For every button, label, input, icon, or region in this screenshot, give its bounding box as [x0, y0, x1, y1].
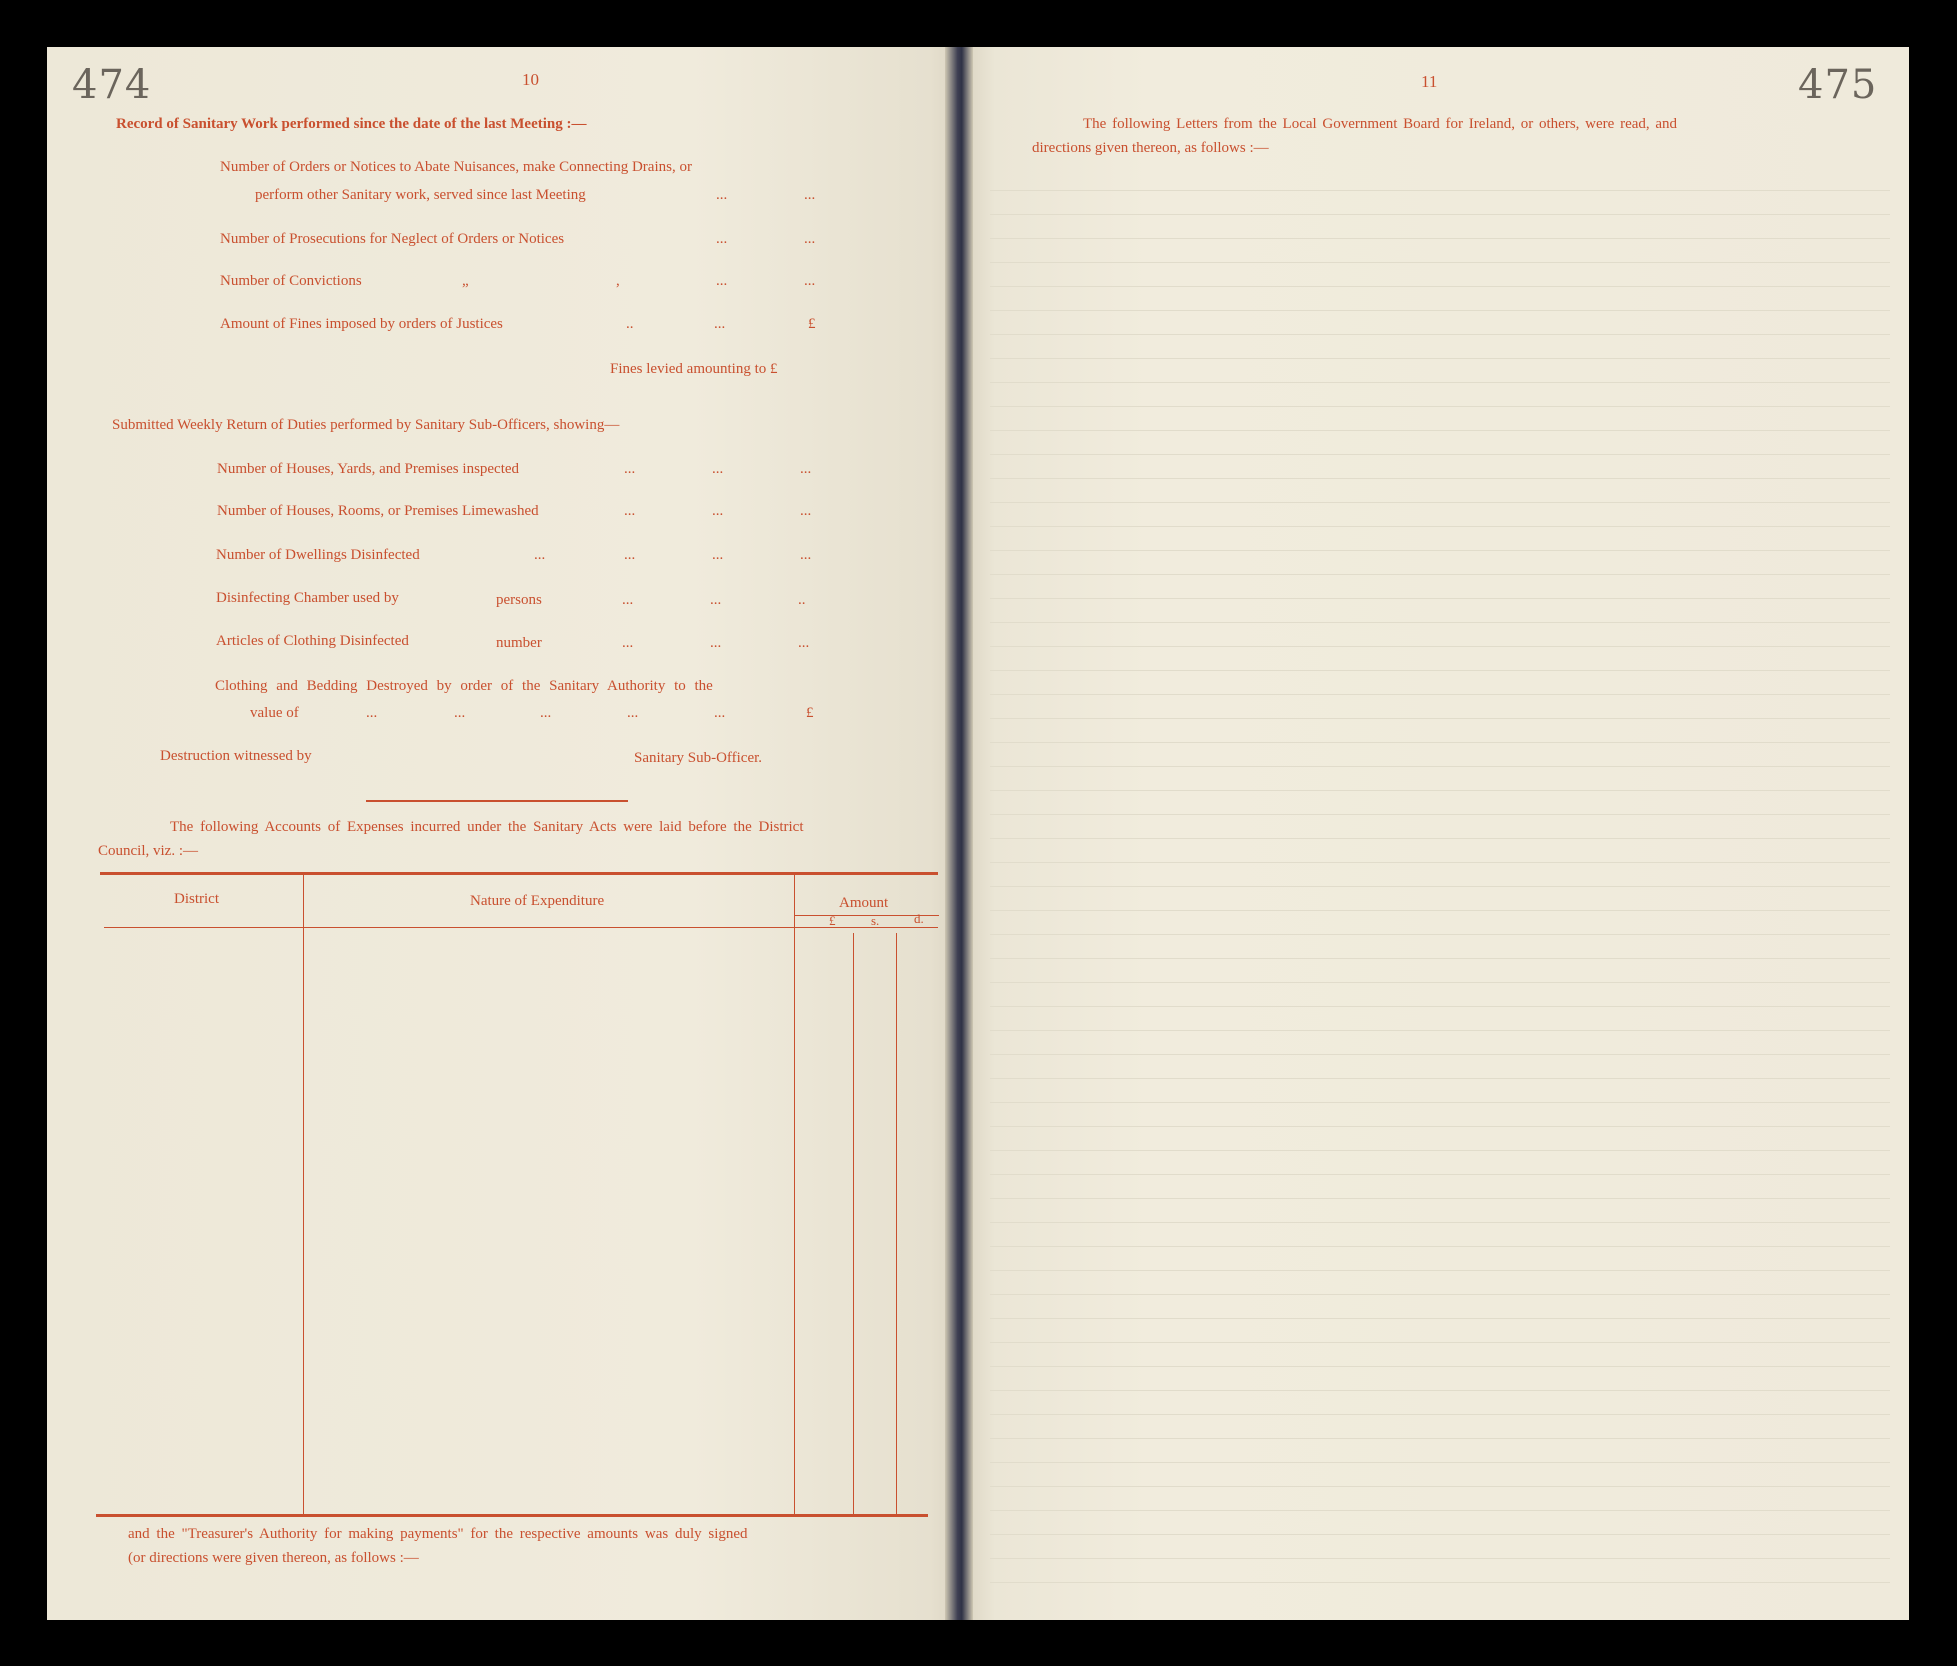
destruction-witnessed: Destruction witnessed by: [160, 748, 312, 764]
ruled-line: [990, 1366, 1890, 1367]
weekly-item-persons: persons: [496, 592, 542, 608]
ruled-line: [990, 190, 1890, 191]
record-item-orders-dots: ...: [716, 187, 728, 203]
weekly-item-limewashed-dots2: ...: [712, 503, 724, 519]
table-divider-nature: [794, 875, 795, 1515]
ruled-line: [990, 310, 1890, 311]
ruled-line: [990, 886, 1890, 887]
ruled-line: [990, 478, 1890, 479]
ruled-line: [990, 1054, 1890, 1055]
record-item-fines-dots: ...: [714, 316, 726, 332]
weekly-item-limewashed-dots3: ...: [800, 503, 812, 519]
table-header-pence: d.: [914, 911, 924, 926]
ruled-line: [990, 382, 1890, 383]
ruled-line: [990, 1174, 1890, 1175]
weekly-item-dwellings-dots2: ...: [712, 547, 724, 563]
ditto-mark-1: „: [462, 273, 469, 289]
table-divider-shillings: [896, 933, 897, 1515]
ruled-line: [990, 214, 1890, 215]
ruled-line: [990, 910, 1890, 911]
ruled-line: [990, 622, 1890, 623]
weekly-item-limewashed-dots1: ...: [624, 503, 636, 519]
weekly-item-houses-inspected-dots2: ...: [712, 461, 724, 477]
clothing-pound: £: [806, 705, 814, 721]
record-item-orders-dots-end: ...: [804, 187, 816, 203]
ruled-line: [990, 406, 1890, 407]
record-item-orders-line2: perform other Sanitary work, served since last Meeting: [255, 187, 586, 203]
table-header-pounds: £: [829, 913, 836, 928]
ruled-line: [990, 286, 1890, 287]
ruled-line: [990, 454, 1890, 455]
weekly-item-dwellings-dots1: ...: [624, 547, 636, 563]
ruled-line: [990, 766, 1890, 767]
ruled-line: [990, 1270, 1890, 1271]
letters-line2: directions given thereon, as follows :—: [1032, 140, 1269, 156]
right-folio-number: 475: [1798, 62, 1878, 108]
table-header-shillings: s.: [871, 913, 880, 928]
ruled-line: [990, 334, 1890, 335]
ruled-line: [990, 238, 1890, 239]
ruled-line: [990, 1462, 1890, 1463]
ruled-line: [990, 1438, 1890, 1439]
clothing-dots-2: ...: [454, 705, 466, 721]
treasurer-authority-line2: (or directions were given thereon, as follows :—: [128, 1550, 419, 1566]
ruled-line: [990, 358, 1890, 359]
weekly-item-clothing-dots3: ...: [798, 635, 810, 651]
table-header-nature: Nature of Expenditure: [470, 893, 605, 909]
table-divider-district: [303, 875, 304, 1515]
record-item-fines-dots1: ..: [626, 316, 634, 332]
ruled-line: [990, 814, 1890, 815]
right-page: [957, 47, 1909, 1620]
ruled-line: [990, 1342, 1890, 1343]
weekly-item-chamber-dots3: ..: [798, 592, 806, 608]
ruled-line: [990, 1198, 1890, 1199]
letters-line1: The following Letters from the Local Government Board for Ireland, or others, were read, and: [1083, 116, 1678, 132]
ruled-line: [990, 1510, 1890, 1511]
ruled-line: [990, 790, 1890, 791]
weekly-item-clothing-dots1: ...: [622, 635, 634, 651]
weekly-item-houses-inspected: Number of Houses, Yards, and Premises inspected: [217, 461, 520, 477]
weekly-return-heading: Submitted Weekly Return of Duties performed by Sanitary Sub-Officers, showing—: [112, 417, 620, 433]
clothing-bedding-line1: Clothing and Bedding Destroyed by order of the Sanitary Authority to the: [215, 678, 713, 694]
ditto-mark-2: ,: [616, 273, 620, 289]
ruled-line: [990, 742, 1890, 743]
table-top-rule: [100, 872, 938, 875]
ruled-line: [990, 1030, 1890, 1031]
ruled-line: [990, 1318, 1890, 1319]
record-item-convictions-dots: ...: [716, 273, 728, 289]
ruled-line: [990, 1150, 1890, 1151]
table-divider-pounds: [853, 933, 854, 1515]
ruled-line: [990, 1582, 1890, 1583]
record-item-fines-pound: £: [808, 316, 816, 332]
ruled-line: [990, 934, 1890, 935]
right-page-number: 11: [1421, 72, 1438, 91]
weekly-item-chamber-dots2: ...: [710, 592, 722, 608]
section-divider: [366, 800, 628, 802]
table-header-rule: [104, 927, 938, 928]
weekly-item-dwellings-disinfected: Number of Dwellings Disinfected: [216, 547, 420, 563]
clothing-dots-5: ...: [714, 705, 726, 721]
clothing-dots-4: ...: [627, 705, 639, 721]
clothing-dots-3: ...: [540, 705, 552, 721]
table-header-amount: Amount: [839, 895, 889, 911]
table-header-district: District: [174, 891, 219, 907]
ruled-line: [990, 982, 1890, 983]
weekly-item-number: number: [496, 635, 542, 651]
ruled-line: [990, 262, 1890, 263]
ruled-line: [990, 694, 1890, 695]
ruled-line: [990, 1486, 1890, 1487]
ruled-line: [990, 574, 1890, 575]
weekly-item-houses-inspected-dots1: ...: [624, 461, 636, 477]
table-bottom-rule: [96, 1514, 928, 1517]
ruled-line: [990, 1222, 1890, 1223]
accounts-line1: The following Accounts of Expenses incurred under the Sanitary Acts were laid before the District: [170, 819, 804, 835]
weekly-item-chamber-dots1: ...: [622, 592, 634, 608]
ruled-line: [990, 1102, 1890, 1103]
clothing-dots-1: ...: [366, 705, 378, 721]
ruled-line: [990, 862, 1890, 863]
record-heading: Record of Sanitary Work performed since the date of the last Meeting :—: [116, 116, 587, 132]
weekly-item-limewashed: Number of Houses, Rooms, or Premises Limewashed: [217, 503, 539, 519]
weekly-item-clothing-disinfected: Articles of Clothing Disinfected: [216, 633, 409, 649]
clothing-bedding-line2: value of: [250, 705, 299, 721]
ruled-line: [990, 1294, 1890, 1295]
record-item-prosecutions: Number of Prosecutions for Neglect of Orders or Notices: [220, 231, 565, 247]
weekly-item-clothing-dots2: ...: [710, 635, 722, 651]
ruled-line: [990, 670, 1890, 671]
ruled-line: [990, 550, 1890, 551]
ruled-line: [990, 958, 1890, 959]
fines-levied: Fines levied amounting to £: [610, 361, 778, 377]
record-item-fines: Amount of Fines imposed by orders of Justices: [220, 316, 503, 332]
ruled-line: [990, 1534, 1890, 1535]
accounts-line2: Council, viz. :—: [98, 843, 198, 859]
weekly-item-houses-inspected-dots3: ...: [800, 461, 812, 477]
record-item-prosecutions-dots-end: ...: [804, 231, 816, 247]
ruled-line: [990, 1246, 1890, 1247]
record-item-orders-line1: Number of Orders or Notices to Abate Nuisances, make Connecting Drains, or: [220, 159, 692, 175]
ruled-line: [990, 1390, 1890, 1391]
ruled-line: [990, 430, 1890, 431]
ruled-line: [990, 646, 1890, 647]
left-page-number: 10: [522, 70, 539, 89]
ruled-line: [990, 1078, 1890, 1079]
ruled-line: [990, 718, 1890, 719]
left-folio-number: 474: [72, 62, 152, 108]
ruled-line: [990, 598, 1890, 599]
sanitary-sub-officer: Sanitary Sub-Officer.: [634, 750, 763, 766]
ruled-line: [990, 1558, 1890, 1559]
ruled-line: [990, 502, 1890, 503]
treasurer-authority-line1: and the "Treasurer's Authority for making payments" for the respective amounts was duly signed: [128, 1526, 748, 1542]
record-item-prosecutions-dots: ...: [716, 231, 728, 247]
ruled-line: [990, 526, 1890, 527]
book-gutter: [945, 47, 973, 1620]
record-item-convictions: Number of Convictions: [220, 273, 362, 289]
ruled-line: [990, 838, 1890, 839]
ruled-line: [990, 1006, 1890, 1007]
ruled-line: [990, 1414, 1890, 1415]
weekly-item-dwellings-dots3: ...: [800, 547, 812, 563]
weekly-item-disinfecting-chamber: Disinfecting Chamber used by: [216, 590, 399, 606]
weekly-item-dwellings-dots0: ...: [534, 547, 546, 563]
ruled-line: [990, 1126, 1890, 1127]
record-item-convictions-dots-end: ...: [804, 273, 816, 289]
